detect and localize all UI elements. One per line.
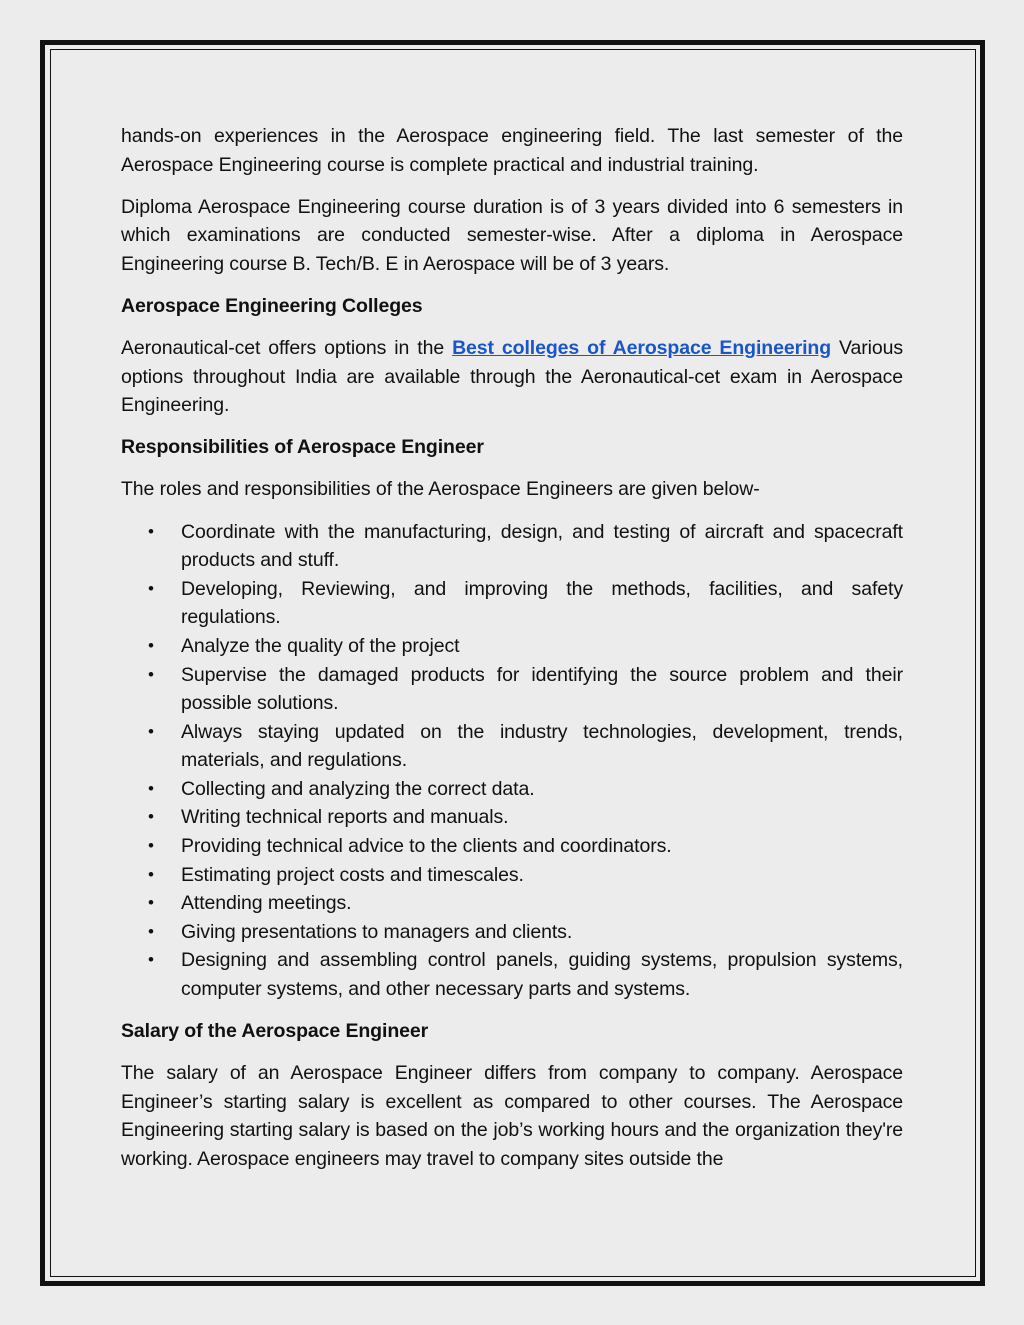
list-item: • Giving presentations to managers and clients. (181, 918, 903, 947)
intro-paragraph: hands-on experiences in the Aerospace engineering field. The last semester of the Aerospace Engineering course is complete practical and industrial training. (121, 125, 903, 176)
responsibilities-list (121, 518, 903, 1004)
salary-paragraph: The salary of an Aerospace Engineer differs from company to company. Aerospace Engineer’s starting salary is excellent as compared to other courses. The Aerospace Engineering starting salary is based on the job’s working hours and the organization they're working. Aerospace engineers may travel to company sites outside the (121, 1062, 903, 1170)
colleges-paragraph (121, 334, 903, 420)
list-item: • Supervise the damaged products for identifying the source problem and their possible solutions. (181, 661, 903, 718)
best-colleges-link[interactable]: Best colleges of Aerospace Engineering (452, 337, 832, 360)
colleges-heading: Aerospace Engineering Colleges (121, 294, 423, 317)
list-item: • Providing technical advice to the clients and coordinators. (181, 832, 903, 861)
list-item: • Attending meetings. (181, 889, 903, 918)
responsibilities-intro: The roles and responsibilities of the Aerospace Engineers are given below- (121, 478, 760, 501)
list-item: • Developing, Reviewing, and improving the methods, facilities, and safety regulations. (181, 575, 903, 632)
document-body (121, 122, 903, 1187)
list-item: • Designing and assembling control panels, guiding systems, propulsion systems, computer systems, and other necessary parts and systems. (181, 946, 903, 1003)
colleges-text-after: Various options throughout India are available through the Aeronautical-cet exam in Aerospace Engineering. (121, 337, 903, 417)
list-item: • Coordinate with the manufacturing, design, and testing of aircraft and spacecraft products and stuff. (181, 518, 903, 575)
responsibilities-heading: Responsibilities of Aerospace Engineer (121, 436, 484, 459)
list-item: • Writing technical reports and manuals. (181, 803, 903, 832)
list-item: • Estimating project costs and timescales. (181, 861, 903, 890)
colleges-text-before: Aeronautical-cet offers options in the (121, 337, 453, 360)
list-item: • Always staying updated on the industry technologies, development, trends, materials, and regulations. (181, 718, 903, 775)
salary-heading: Salary of the Aerospace Engineer (121, 1020, 429, 1043)
diploma-paragraph: Diploma Aerospace Engineering course duration is of 3 years divided into 6 semesters in which examinations are conducted semester-wise. After a diploma in Aerospace Engineering course B. Tech/B. E in Aerospace will be of 3 years. (121, 195, 903, 275)
list-item: • Collecting and analyzing the correct data. (181, 775, 903, 804)
list-item: • Analyze the quality of the project (181, 632, 903, 661)
